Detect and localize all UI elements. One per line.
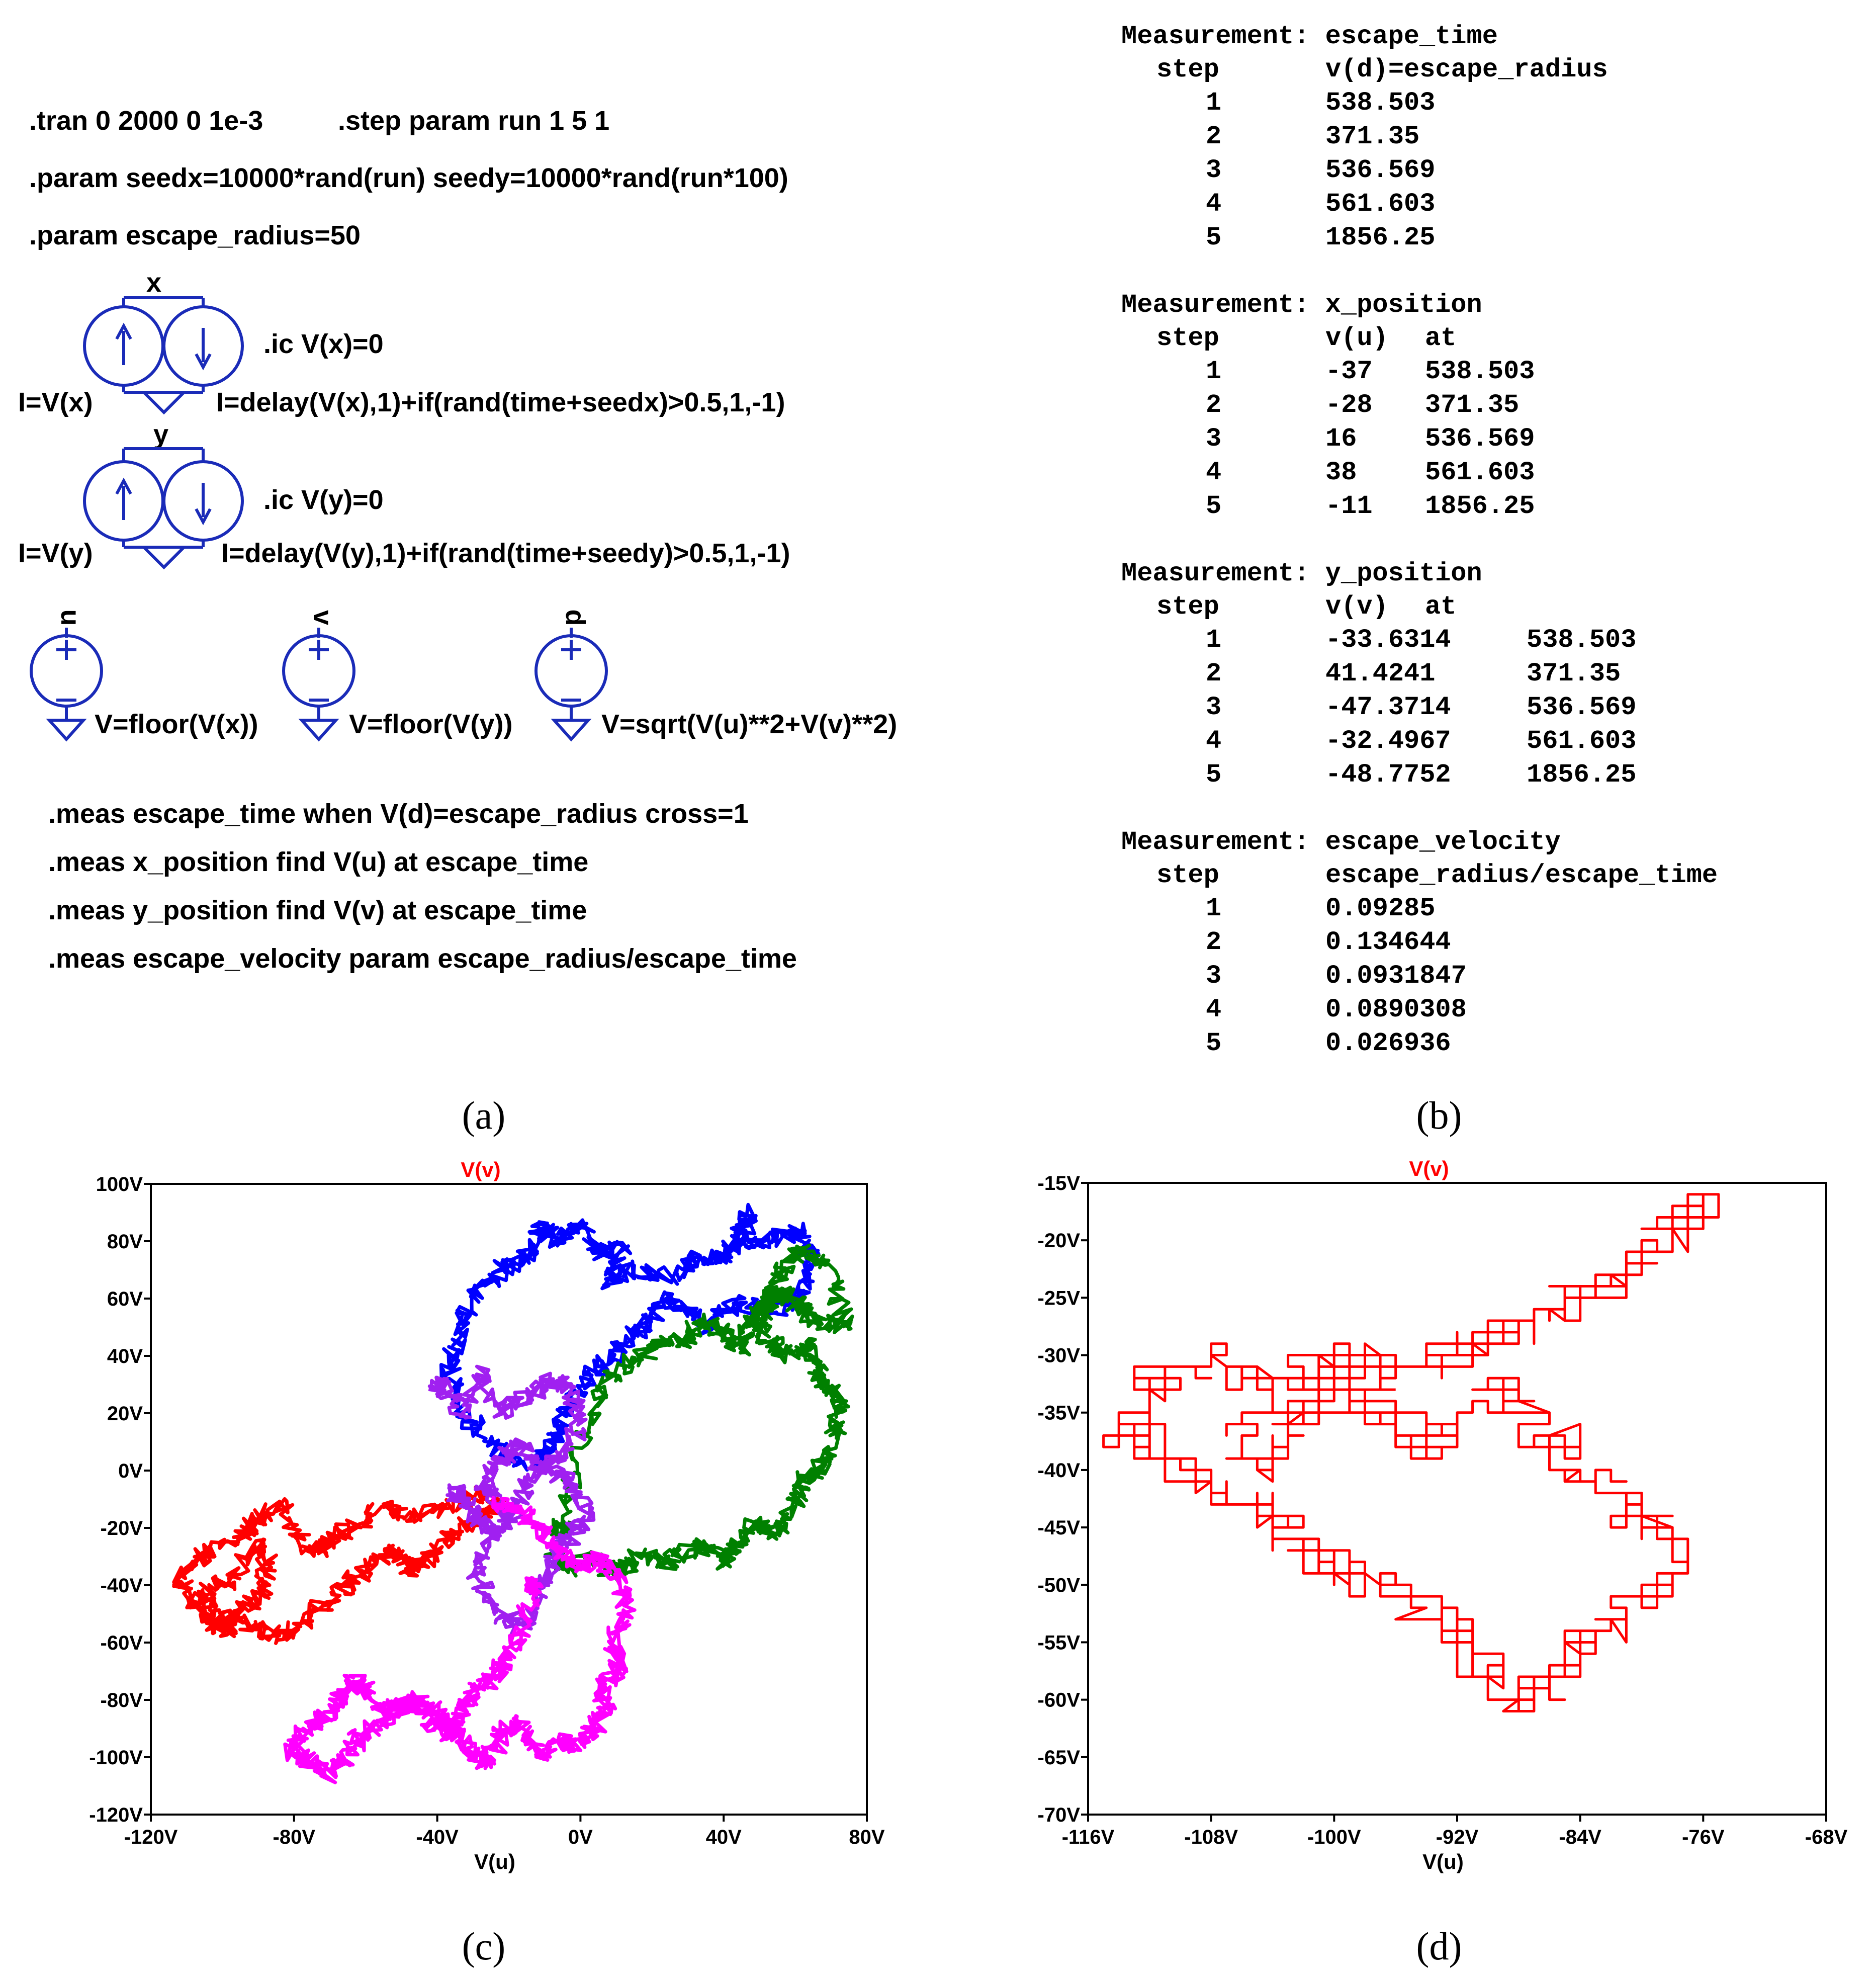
series-line-3	[546, 1245, 852, 1581]
ground-icon	[144, 392, 184, 412]
log-cell: 0.0890308	[1325, 995, 1467, 1024]
chart-d-zoomed-walk	[1038, 1157, 1848, 1873]
log-cell: 536.569	[1527, 693, 1637, 722]
meas-block-escape-velocity	[1121, 827, 1718, 1058]
y-tick-label: -60V	[100, 1632, 143, 1654]
log-header: at	[1425, 323, 1457, 353]
log-title: Measurement: y_position	[1121, 559, 1482, 588]
y-tick-label: -15V	[1037, 1172, 1080, 1194]
log-cell: 0.09285	[1325, 894, 1436, 923]
log-header: step	[1156, 323, 1219, 353]
meas-line-3: .meas y_position find V(v) at escape_time	[48, 895, 587, 925]
log-cell: 371.35	[1425, 390, 1520, 420]
log-cell: 5	[1206, 491, 1222, 521]
step-directive: .step param run 1 5 1	[338, 106, 610, 136]
x-tick-label: -100V	[1307, 1826, 1361, 1848]
y-tick-label: -40V	[1037, 1459, 1080, 1482]
series-line-1	[174, 1487, 505, 1644]
ground-icon	[302, 720, 336, 739]
voltage-source-v	[284, 610, 513, 739]
ic-y: .ic V(y)=0	[263, 485, 384, 515]
log-header: v(d)=escape_radius	[1325, 55, 1608, 84]
log-cell: 2	[1206, 122, 1222, 151]
log-cell: 5	[1206, 223, 1222, 252]
log-cell: -32.4967	[1325, 726, 1451, 756]
y-tick-label: -40V	[100, 1575, 143, 1597]
x-tick-label: -84V	[1559, 1826, 1601, 1848]
log-cell: 561.603	[1527, 726, 1637, 756]
log-cell: -37	[1325, 357, 1373, 386]
meas-block-escape-time	[1121, 22, 1608, 252]
log-title: Measurement: x_position	[1121, 290, 1482, 320]
log-cell: 536.569	[1325, 155, 1436, 185]
log-cell: 38	[1325, 458, 1357, 487]
log-title: Measurement: escape_velocity	[1121, 827, 1561, 857]
log-cell: 561.603	[1325, 189, 1436, 219]
y-tick-label: -45V	[1037, 1517, 1080, 1539]
chart-title: V(v)	[461, 1158, 501, 1181]
x-tick-label: -116V	[1061, 1826, 1115, 1848]
ground-icon	[144, 547, 184, 567]
log-title: Measurement: escape_time	[1121, 22, 1498, 51]
x-tick-label: -40V	[416, 1826, 459, 1848]
log-cell: 538.503	[1325, 88, 1436, 118]
log-cell: 2	[1206, 659, 1222, 689]
log-cell: 1856.25	[1527, 760, 1637, 790]
log-header: step	[1156, 592, 1219, 622]
log-cell: 1	[1206, 625, 1222, 655]
log-cell: -33.6314	[1325, 625, 1451, 655]
node-label-x: x	[146, 268, 162, 298]
log-cell: 2	[1206, 927, 1222, 957]
voltage-source-u	[31, 610, 258, 740]
caption-a: (a)	[462, 1093, 506, 1137]
src-x-left-expr: I=V(x)	[18, 387, 93, 417]
log-cell: 3	[1206, 961, 1222, 991]
log-cell: 4	[1206, 726, 1222, 756]
x-tick-label: 0V	[568, 1826, 593, 1848]
series-line-2	[441, 1205, 819, 1472]
log-header: escape_radius/escape_time	[1325, 861, 1718, 890]
log-cell: 538.503	[1527, 625, 1637, 655]
x-tick-label: -76V	[1682, 1826, 1725, 1848]
src-x-right-expr: I=delay(V(x),1)+if(rand(time+seedx)>0.5,1,-1)	[216, 387, 785, 417]
src-y-right-expr: I=delay(V(y),1)+if(rand(time+seedy)>0.5,1,-1)	[221, 538, 790, 568]
panel-a-schematic	[18, 106, 897, 974]
log-cell: 16	[1325, 424, 1357, 454]
log-cell: 5	[1206, 760, 1222, 790]
y-tick-label: 20V	[107, 1403, 143, 1425]
param-radius-directive: .param escape_radius=50	[29, 220, 361, 250]
y-tick-label: -30V	[1037, 1344, 1080, 1367]
caption-b: (b)	[1416, 1093, 1462, 1137]
y-tick-label: -70V	[1037, 1804, 1080, 1826]
log-header: v(v)	[1325, 592, 1388, 622]
log-header: at	[1425, 592, 1457, 622]
log-cell: 561.603	[1425, 458, 1535, 487]
x-axis-label: V(u)	[1422, 1850, 1464, 1873]
meas-line-1: .meas escape_time when V(d)=escape_radius cross=1	[48, 799, 749, 829]
y-tick-label: -35V	[1037, 1402, 1080, 1424]
log-cell: 0.134644	[1325, 927, 1451, 957]
x-tick-label: 80V	[849, 1826, 885, 1848]
y-tick-label: -50V	[1037, 1574, 1080, 1597]
x-tick-label: -92V	[1436, 1826, 1479, 1848]
vsrc-d-expr: V=sqrt(V(u)**2+V(v)**2)	[601, 709, 898, 739]
log-cell: 4	[1206, 458, 1222, 487]
log-cell: 1	[1206, 88, 1222, 118]
x-tick-label: -80V	[273, 1826, 316, 1848]
log-cell: 5	[1206, 1028, 1222, 1058]
current-source-x	[18, 268, 785, 417]
log-cell: 3	[1206, 693, 1222, 722]
meas-block-x-position	[1121, 290, 1535, 521]
caption-c: (c)	[462, 1924, 506, 1968]
ground-icon	[49, 720, 83, 739]
y-tick-label: -25V	[1037, 1287, 1080, 1310]
log-cell: 41.4241	[1325, 659, 1436, 689]
meas-line-4: .meas escape_velocity param escape_radius/escape_time	[48, 943, 797, 974]
log-cell: 3	[1206, 424, 1222, 454]
y-tick-label: 80V	[107, 1231, 143, 1253]
node-label-u: u	[55, 609, 85, 626]
y-tick-label: -55V	[1037, 1631, 1080, 1654]
x-tick-label: -120V	[124, 1826, 178, 1848]
y-tick-label: -120V	[89, 1804, 143, 1826]
y-tick-label: -80V	[100, 1689, 143, 1711]
current-source-y	[18, 419, 790, 568]
log-cell: 1856.25	[1325, 223, 1436, 252]
log-cell: 371.35	[1527, 659, 1621, 689]
panel-b-measurement-log	[1121, 22, 1718, 1058]
src-y-left-expr: I=V(y)	[18, 538, 93, 568]
log-cell: 538.503	[1425, 357, 1535, 386]
x-axis-label: V(u)	[474, 1850, 515, 1873]
meas-block-y-position	[1121, 559, 1636, 790]
log-cell: 0.0931847	[1325, 961, 1467, 991]
log-cell: -11	[1325, 491, 1373, 521]
log-cell: -28	[1325, 390, 1373, 420]
x-tick-label: -68V	[1805, 1826, 1848, 1848]
series-line-1	[1104, 1194, 1719, 1711]
log-cell: 1	[1206, 894, 1222, 923]
log-cell: 1856.25	[1425, 491, 1535, 521]
log-header: v(u)	[1325, 323, 1388, 353]
log-header: step	[1156, 55, 1219, 84]
log-header: step	[1156, 861, 1219, 890]
tran-directive: .tran 0 2000 0 1e-3	[29, 106, 263, 136]
log-cell: 1	[1206, 357, 1222, 386]
log-cell: 4	[1206, 189, 1222, 219]
caption-d: (d)	[1416, 1924, 1462, 1968]
y-tick-label: 100V	[96, 1173, 143, 1195]
y-tick-label: 60V	[107, 1288, 143, 1310]
plot-frame	[1088, 1183, 1826, 1815]
node-label-v: v	[308, 610, 338, 626]
meas-line-2: .meas x_position find V(u) at escape_time	[48, 847, 589, 877]
log-cell: 0.026936	[1325, 1028, 1451, 1058]
log-cell: 371.35	[1325, 122, 1420, 151]
log-cell: 4	[1206, 995, 1222, 1024]
chart-title: V(v)	[1409, 1157, 1449, 1180]
y-tick-label: 40V	[107, 1345, 143, 1367]
node-label-y: y	[153, 419, 169, 450]
log-cell: -48.7752	[1325, 760, 1451, 790]
chart-c-random-walks	[89, 1158, 885, 1873]
y-tick-label: -20V	[1037, 1230, 1080, 1252]
node-label-d: d	[560, 609, 590, 626]
y-tick-label: -100V	[89, 1747, 143, 1769]
y-tick-label: 0V	[118, 1460, 143, 1482]
ground-icon	[554, 720, 588, 739]
vsrc-u-expr: V=floor(V(x))	[95, 709, 258, 739]
log-cell: 3	[1206, 155, 1222, 185]
vsrc-v-expr: V=floor(V(y))	[349, 709, 513, 739]
log-cell: 2	[1206, 390, 1222, 420]
y-tick-label: -20V	[100, 1517, 143, 1539]
x-tick-label: 40V	[705, 1826, 742, 1848]
y-tick-label: -60V	[1037, 1689, 1080, 1711]
ic-x: .ic V(x)=0	[263, 329, 384, 359]
log-cell: 536.569	[1425, 424, 1535, 454]
log-cell: -47.3714	[1325, 693, 1451, 722]
param-seed-directive: .param seedx=10000*rand(run) seedy=10000*rand(run*100)	[29, 163, 788, 193]
voltage-source-d	[536, 610, 897, 740]
x-tick-label: -108V	[1184, 1826, 1238, 1848]
y-tick-label: -65V	[1037, 1746, 1080, 1769]
